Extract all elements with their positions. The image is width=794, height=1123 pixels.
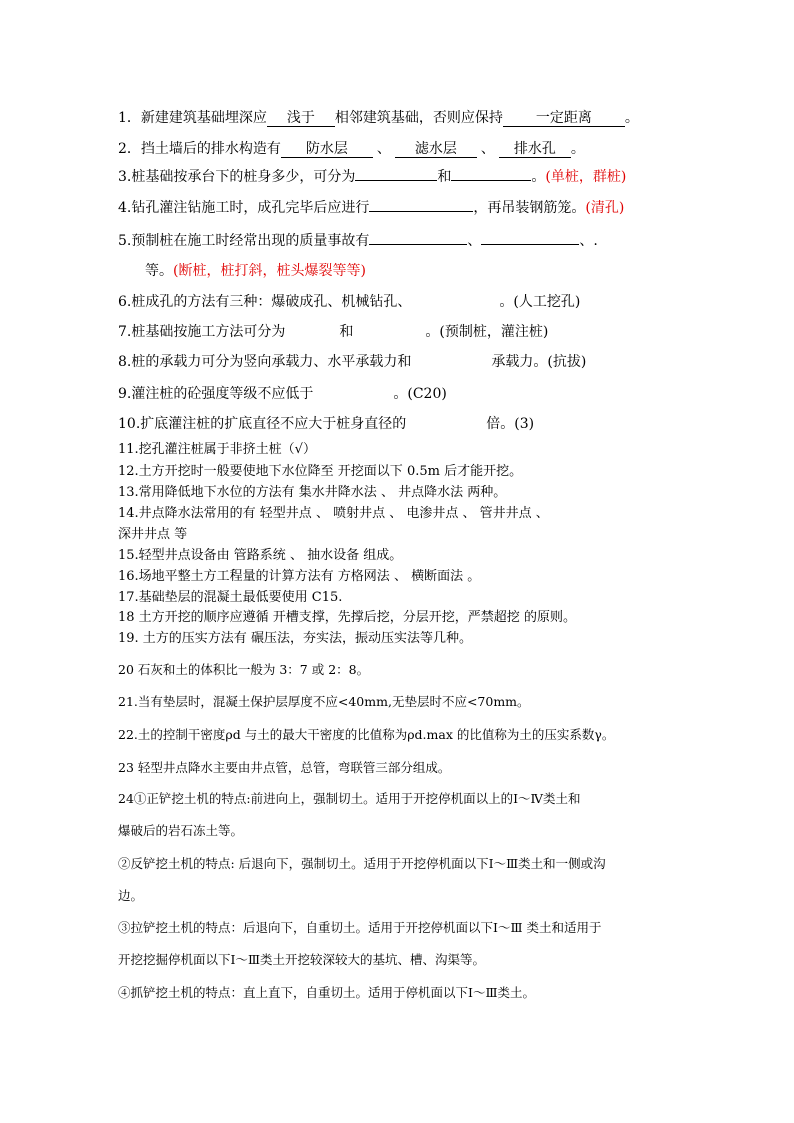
q3-text: 3.桩基础按承台下的桩身多少，可分为: [118, 169, 356, 185]
q8-answer: 承载力。(抗拔): [491, 354, 587, 370]
q2-end: 。: [570, 141, 585, 157]
question-21: 21.当有垫层时，混凝土保护层厚度不应<40mm,无垫层时不应<70mm。: [118, 694, 530, 709]
question-24-part-2-cont: 边。: [118, 888, 144, 903]
question-1: [118, 109, 639, 127]
question-22: 22.土的控制干密度ρd 与土的最大干密度的比值称为ρd.max 的比值称为土的压实系数γ。: [118, 727, 615, 742]
question-17: 17.基础垫层的混凝土最低要使用 C15.: [118, 590, 343, 605]
question-6: [118, 293, 580, 311]
question-24-part-3: ③拉铲挖土机的特点：后退向下，自重切土。适用于开挖停机面以下Ⅰ～Ⅲ 类土和适用于: [118, 920, 602, 935]
question-24-part-1-cont: 爆破后的岩石冻土等。: [118, 823, 244, 838]
q5-sep-1: 、: [467, 233, 482, 249]
q1-blank-1: 浅于: [267, 110, 335, 127]
question-10: [118, 415, 534, 433]
q4-text-2: ，再吊装钢筋笼。: [473, 200, 586, 216]
question-12: 12.土方开挖时一般要使地下水位降至 开挖面以下 0.5m 后才能开挖。: [118, 464, 523, 479]
question-14: 14.井点降水法常用的有 轻型井点 、 喷射井点 、 电渗井点 、 管井井点 、: [118, 506, 549, 521]
question-8: [118, 353, 586, 371]
q5-text-3: 等。: [145, 263, 173, 279]
q4-answer: (清孔): [585, 200, 625, 216]
q2-blank-1: 防水层: [281, 141, 373, 158]
q6-text: 6.桩成孔的方法有三种：爆破成孔、机械钻孔、: [118, 294, 412, 310]
q4-blank: [369, 211, 473, 212]
q2-blank-3: 排水孔: [499, 141, 571, 158]
q3-blank-2: [451, 180, 531, 181]
q2-text: 2．挡土墙后的排水构造有: [118, 141, 281, 157]
q5-text: 5.预制桩在施工时经常出现的质量事故有: [118, 233, 370, 249]
question-3: [118, 168, 626, 186]
q10-answer: 倍。(3): [486, 416, 535, 432]
q3-answer: (单桩，群桩): [545, 169, 627, 185]
question-11: 11.挖孔灌注桩属于非挤土桩（√）: [118, 442, 316, 457]
q4-text: 4.钻孔灌注钻施工时，成孔完毕后应进行: [118, 200, 370, 216]
question-20: 20 石灰和土的体积比一般为 3：7 或 2：8。: [118, 662, 370, 677]
question-9: [118, 385, 447, 403]
question-14-cont: 深井井点 等: [118, 527, 188, 542]
q1-text-2: 相邻建筑基础，否则应保持: [334, 110, 503, 126]
q6-answer: 。(人工挖孔): [499, 294, 581, 310]
q10-text: 10.扩底灌注桩的扩底直径不应大于桩身直径的: [118, 416, 407, 432]
question-15: 15.轻型井点设备由 管路系统 、 抽水设备 组成。: [118, 548, 403, 563]
q1-blank-2: 一定距离: [503, 110, 625, 127]
q2-sep-2: 、: [480, 141, 495, 157]
q2-sep-1: 、: [376, 141, 391, 157]
question-5: [118, 232, 598, 250]
question-24-part-3-cont: 开挖挖掘停机面以下Ⅰ～Ⅲ类土开挖较深较大的基坑、槽、沟渠等。: [118, 952, 485, 967]
q1-end: 。: [624, 110, 639, 126]
q5-sep-2: 、.: [579, 233, 598, 249]
q7-answer: 。(预制桩，灌注桩): [425, 324, 549, 340]
question-19: 19. 土方的压实方法有 碾压法，夯实法，振动压实法等几种。: [118, 631, 472, 646]
q5-answer: (断桩，桩打斜，桩头爆裂等等): [173, 263, 366, 279]
q9-answer: 。(C20): [393, 386, 447, 402]
question-24-part-1: 24①正铲挖土机的特点:前进向上，强制切土。适用于开挖停机面以上的Ⅰ～Ⅳ类土和: [118, 791, 581, 806]
q3-text-2: 和: [437, 169, 452, 185]
question-24-part-2: ②反铲挖土机的特点: 后退向下，强制切土。适用于开挖停机面以下Ⅰ～Ⅲ类土和一侧或沟: [118, 856, 606, 871]
q7-text-2: 和: [339, 324, 354, 340]
question-2: [118, 140, 585, 158]
question-7: [118, 323, 548, 341]
question-23: 23 轻型井点降水主要由井点管，总管，弯联管三部分组成。: [118, 760, 451, 775]
q3-end: 。: [531, 169, 546, 185]
q9-text: 9.灌注桩的砼强度等级不应低于: [118, 386, 314, 402]
q8-text: 8.桩的承载力可分为竖向承载力、水平承载力和: [118, 354, 412, 370]
question-16: 16.场地平整土方工程量的计算方法有 方格网法 、 横断面法 。: [118, 569, 481, 584]
q2-blank-2: 滤水层: [395, 141, 477, 158]
q7-text: 7.桩基础按施工方法可分为: [118, 324, 286, 340]
question-5-cont: [145, 262, 366, 280]
question-13: 13.常用降低地下水位的方法有 集水井降水法 、 井点降水法 两种。: [118, 485, 507, 500]
question-18: 18 土方开挖的顺序应遵循 开槽支撑，先撑后挖，分层开挖，严禁超挖 的原则。: [118, 610, 576, 625]
question-24-part-4: ④抓铲挖土机的特点：直上直下，自重切土。适用于停机面以下Ⅰ～Ⅲ类土。: [118, 985, 535, 1000]
q5-blank-1: [369, 244, 467, 245]
q1-text: 1．新建建筑基础埋深应: [118, 110, 267, 126]
q5-blank-2: [481, 244, 579, 245]
q3-blank-1: [355, 180, 437, 181]
question-4: [118, 199, 624, 217]
